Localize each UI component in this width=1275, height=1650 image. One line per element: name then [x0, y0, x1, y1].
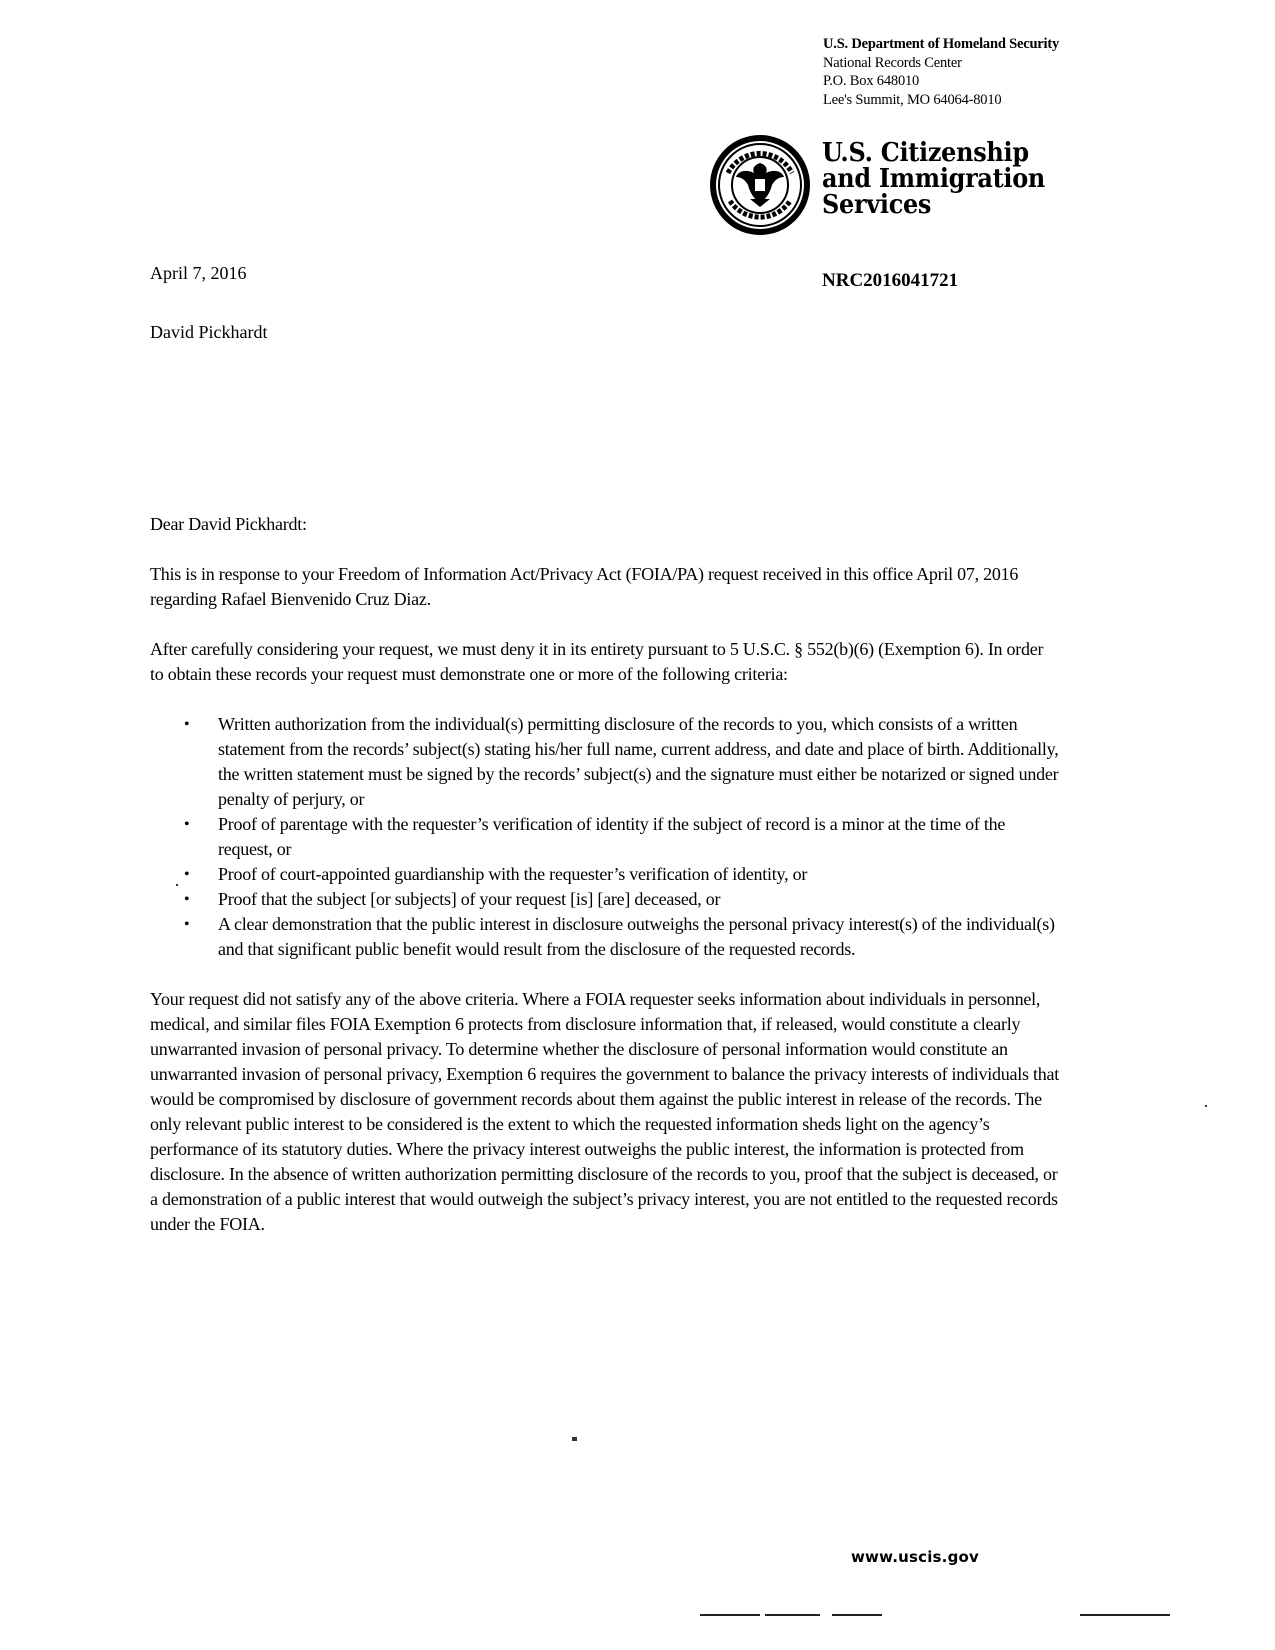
footer-website: www.uscis.gov — [851, 1548, 979, 1566]
letter-date: April 7, 2016 — [150, 263, 247, 283]
department-name: U.S. Department of Homeland Security — [823, 36, 1060, 52]
criteria-text: Proof that the subject [or subjects] of your request [is] [are] deceased, or — [218, 889, 721, 909]
criteria-item — [184, 812, 1060, 862]
criteria-item — [184, 887, 1060, 912]
scan-artifact — [700, 1614, 760, 1616]
criteria-text: A clear demonstration that the public interest in disclosure outweighs the personal privacy interest(s) of the individual(s) and that significant public benefit would result from the disclosure of the requested records. — [218, 914, 1055, 959]
criteria-item — [184, 712, 1060, 812]
bullet-icon: • — [184, 716, 190, 733]
scan-artifact — [176, 884, 178, 886]
reference-number: NRC2016041721 — [822, 270, 959, 291]
agency-line: and Immigration — [822, 164, 1046, 194]
bullet-icon: • — [184, 816, 190, 833]
agency-line: Services — [822, 190, 932, 220]
salutation: Dear David Pickhardt: — [150, 514, 307, 534]
bullet-icon: • — [184, 866, 190, 883]
criteria-text: Written authorization from the individual(s) permitting disclosure of the records to you, which consists of a written statement from the records’ subject(s) stating his/her full name, current address, and date and place of birth. Additionally, the written statement must be signed by the records’ subject(s) and the signature must either be notarized or signed under penalty of perjury, or — [218, 714, 1059, 809]
address-line: National Records Center — [823, 54, 962, 71]
scan-artifact — [1205, 1105, 1207, 1107]
criteria-item — [184, 912, 1060, 962]
criteria-text: Proof of parentage with the requester’s verification of identity if the subject of record is a minor at the time of the request, or — [218, 814, 1006, 859]
agency-line: U.S. Citizenship — [822, 138, 1029, 168]
scan-artifact — [832, 1614, 882, 1616]
criteria-list — [150, 712, 1060, 962]
letterhead-address — [823, 35, 1059, 109]
paragraph-explanation: Your request did not satisfy any of the above criteria. Where a FOIA requester seeks information about individuals in personnel, medical, and similar files FOIA Exemption 6 protects from disclosure information that, if released, would constitute a clearly unwarranted invasion of personal privacy. To determine whether the disclosure of personal information would constitute an unwarranted invasion of personal privacy, Exemption 6 requires the government to balance the privacy interests of individuals that would be compromised by disclosure of government records about them against the public interest in release of the records. The only relevant public interest to be considered is the extent to which the requested information sheds light on the agency’s performance of its statutory duties. Where the privacy interest outweighs the public interest, the information is protected from disclosure. In the absence of written authorization permitting disclosure of the records to you, proof that the subject is deceased, or a demonstration of a public interest that would outweigh the subject’s privacy interest, you are not entitled to the requested records under the FOIA. — [150, 989, 1060, 1234]
criteria-item — [184, 862, 1060, 887]
address-line: Lee's Summit, MO 64064-8010 — [823, 91, 1002, 108]
scan-artifact — [765, 1614, 820, 1616]
agency-wordmark — [822, 140, 1045, 218]
scan-artifact — [572, 1437, 577, 1441]
bullet-icon: • — [184, 916, 190, 933]
scan-artifact — [1080, 1614, 1170, 1616]
bullet-icon: • — [184, 891, 190, 908]
dhs-seal-icon — [708, 133, 812, 237]
letter-body — [150, 512, 1060, 1262]
paragraph-denial: After carefully considering your request, we must deny it in its entirety pursuant to 5 U.S.C. § 552(b)(6) (Exemption 6). In order to obtain these records your request must demonstrate one or more of the following criteria: — [150, 639, 1044, 684]
address-line: P.O. Box 648010 — [823, 73, 920, 89]
paragraph-response: This is in response to your Freedom of Information Act/Privacy Act (FOIA/PA) request received in this office April 07, 2016 regarding Rafael Bienvenido Cruz Diaz. — [150, 564, 1019, 609]
recipient-name: David Pickhardt — [150, 322, 268, 342]
criteria-text: Proof of court-appointed guardianship with the requester’s verification of identity, or — [218, 864, 808, 884]
